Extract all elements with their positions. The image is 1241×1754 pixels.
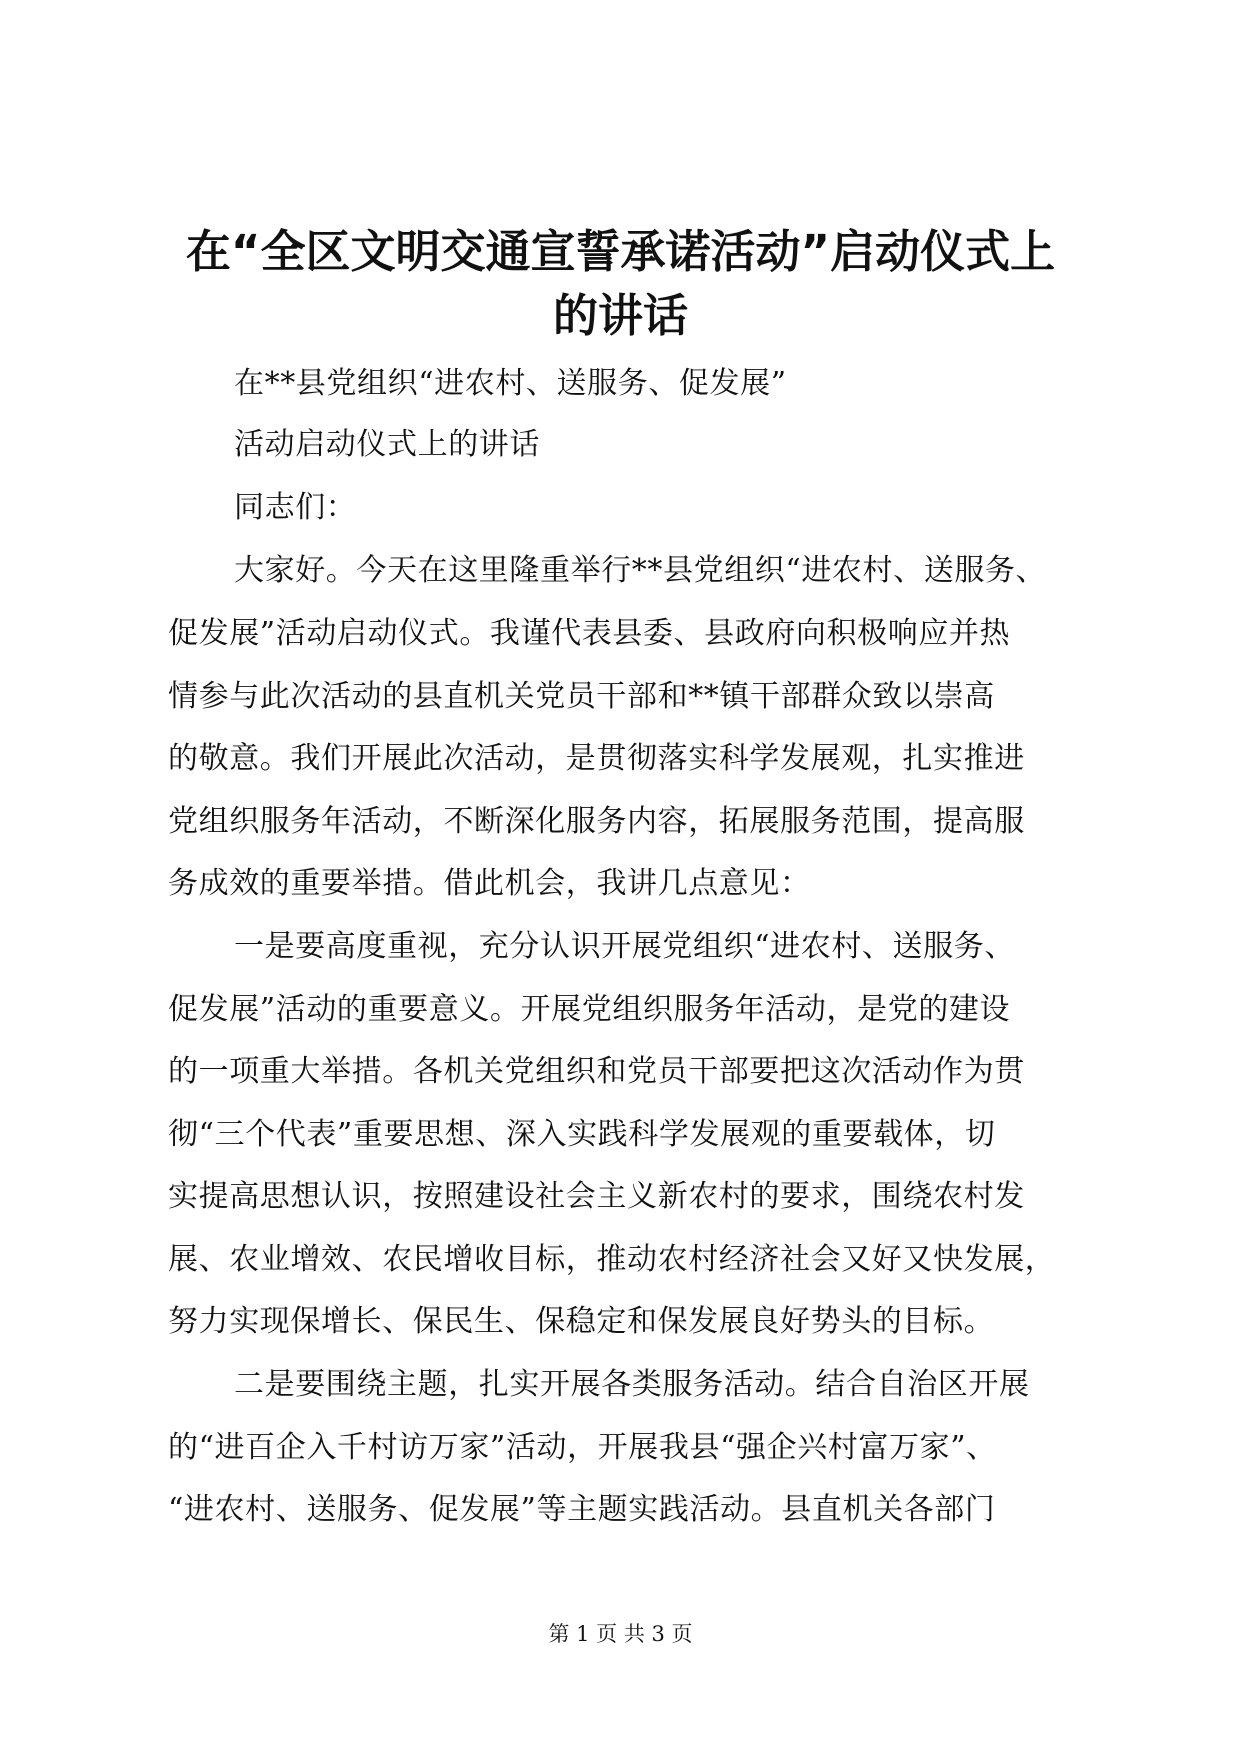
text-line: 努力实现保增长、保民生、保稳定和保发展良好势头的目标。 [168, 1304, 995, 1339]
text-line: 促发展”活动启动仪式。我谨代表县委、县政府向积极响应并热 [168, 616, 1011, 651]
document-title-line-1: 在“全区文明交通宣誓承诺活动”启动仪式上 [185, 225, 1056, 278]
text-line: 实提高思想认识，按照建设社会主义新农村的要求，围绕农村发 [168, 1179, 1025, 1214]
text-line: 彻“三个代表”重要思想、深入实践科学发展观的重要载体，切 [168, 1117, 996, 1152]
text-line: 活动启动仪式上的讲话 [234, 427, 540, 462]
text-line: 二是要围绕主题，扎实开展各类服务活动。结合自治区开展 [234, 1367, 1030, 1402]
text-line: 情参与此次活动的县直机关党员干部和**镇干部群众致以崇高 [168, 679, 995, 714]
text-line: 党组织服务年活动，不断深化服务内容，拓展服务范围，提高服 [168, 804, 1025, 839]
text-line: 大家好。今天在这里隆重举行**县党组织“进农村、送服务、 [234, 553, 1047, 588]
page-footer: 第 1 页 共 3 页 [548, 1622, 693, 1646]
text-line: 同志们： [234, 490, 357, 525]
text-line: 促发展”活动的重要意义。开展党组织服务年活动，是党的建设 [168, 992, 1011, 1027]
text-line: “进农村、送服务、促发展”等主题实践活动。县直机关各部门 [168, 1492, 996, 1527]
text-line: 在**县党组织“进农村、送服务、促发展” [234, 366, 787, 401]
document-title-line-2: 的讲话 [552, 289, 688, 342]
text-line: 的一项重大举措。各机关党组织和党员干部要把这次活动作为贯 [168, 1054, 1025, 1089]
text-line: 一是要高度重视，充分认识开展党组织“进农村、送服务、 [234, 929, 1015, 964]
text-line: 展、农业增效、农民增收目标，推动农村经济社会又好又快发展， [168, 1242, 1056, 1277]
text-line: 的“进百企入千村访万家”活动，开展我县“强企兴村富万家”、 [168, 1430, 997, 1465]
text-line: 的敬意。我们开展此次活动，是贯彻落实科学发展观，扎实推进 [168, 741, 1025, 776]
text-line: 务成效的重要举措。借此机会，我讲几点意见： [168, 866, 811, 901]
